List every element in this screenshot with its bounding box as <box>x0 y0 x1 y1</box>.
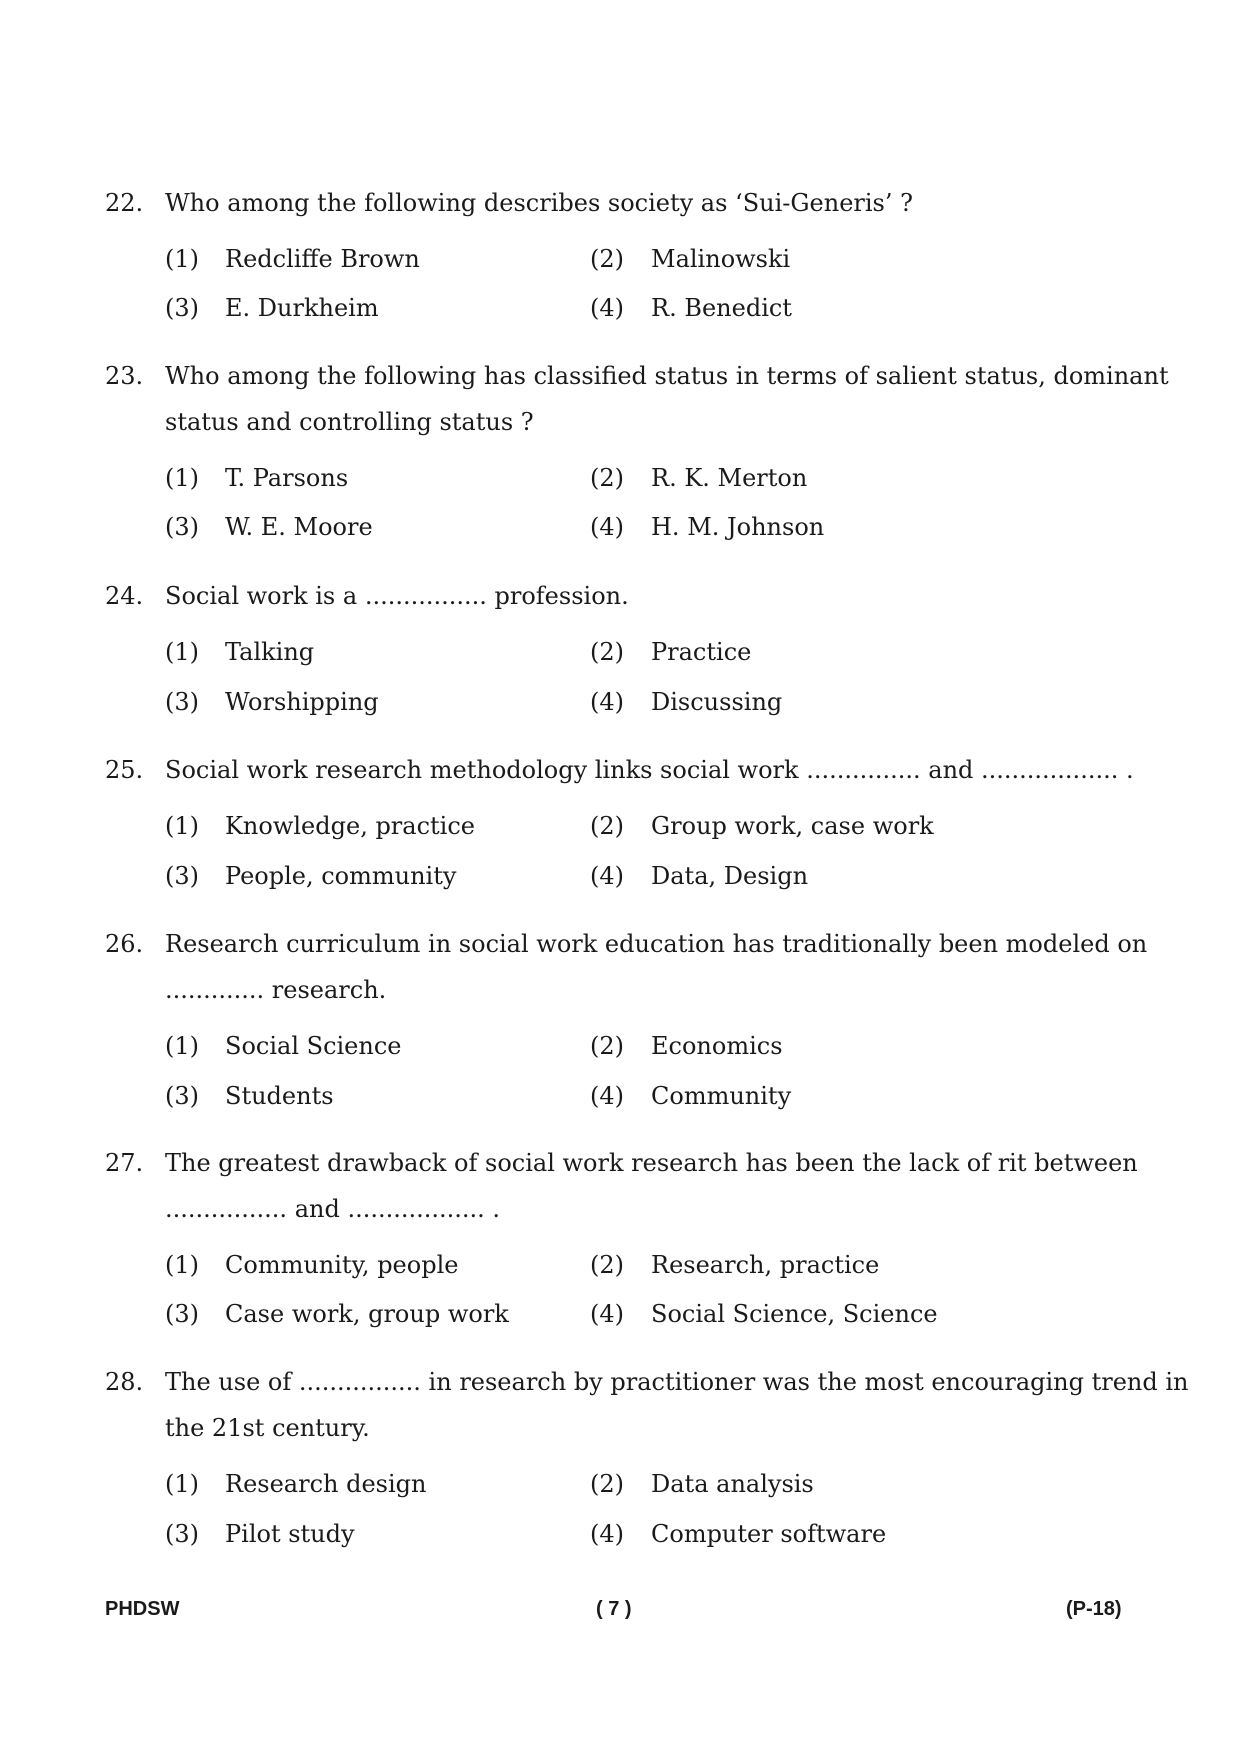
option-number: (4) <box>590 688 624 716</box>
option-text: Data, Design <box>651 862 809 890</box>
option-text: H. M. Johnson <box>651 513 825 541</box>
option-text: R. K. Merton <box>651 464 808 492</box>
option-text: Case work, group work <box>225 1300 509 1328</box>
option-number: (2) <box>590 638 624 666</box>
option-number: (1) <box>165 1470 199 1498</box>
option-number: (2) <box>590 1470 624 1498</box>
option-number: (2) <box>590 1032 624 1060</box>
option-text: R. Benedict <box>651 294 792 322</box>
option-number: (3) <box>165 1082 199 1110</box>
question-number: 26. <box>105 930 144 958</box>
option-text: Malinowski <box>651 245 791 273</box>
option-text: Practice <box>651 638 752 666</box>
option-text: Group work, case work <box>651 812 934 840</box>
question-number: 25. <box>105 756 144 784</box>
option-number: (3) <box>165 1300 199 1328</box>
question-number: 28. <box>105 1368 144 1396</box>
option-text: Social Science, Science <box>651 1300 938 1328</box>
question-text: Research curriculum in social work education has traditionally been modeled on <box>165 930 1148 958</box>
option-number: (2) <box>590 245 624 273</box>
option-text: Research, practice <box>651 1251 880 1279</box>
question-text: Social work is a ................ profession. <box>165 582 629 610</box>
option-number: (4) <box>590 1300 624 1328</box>
option-text: Discussing <box>651 688 783 716</box>
option-text: Pilot study <box>225 1520 355 1548</box>
option-number: (3) <box>165 294 199 322</box>
option-number: (3) <box>165 1520 199 1548</box>
option-text: People, community <box>225 862 457 890</box>
option-number: (3) <box>165 688 199 716</box>
option-text: W. E. Moore <box>225 513 373 541</box>
question-text: Who among the following describes society as ‘Sui-Generis’ ? <box>165 189 913 217</box>
option-number: (3) <box>165 513 199 541</box>
option-number: (1) <box>165 1032 199 1060</box>
question-text: ............. research. <box>165 976 387 1004</box>
option-number: (1) <box>165 1251 199 1279</box>
option-number: (4) <box>590 1082 624 1110</box>
option-text: Community, people <box>225 1251 459 1279</box>
option-number: (1) <box>165 464 199 492</box>
question-text: the 21st century. <box>165 1414 370 1442</box>
question-number: 24. <box>105 582 144 610</box>
option-text: Talking <box>225 638 315 666</box>
option-text: Redcliffe Brown <box>225 245 420 273</box>
option-number: (4) <box>590 1520 624 1548</box>
option-text: Worshipping <box>225 688 379 716</box>
footer-page-number: ( 7 ) <box>596 1598 632 1620</box>
option-number: (4) <box>590 294 624 322</box>
option-text: E. Durkheim <box>225 294 379 322</box>
question-text: The greatest drawback of social work research has been the lack of rit between <box>165 1149 1138 1177</box>
option-text: T. Parsons <box>225 464 349 492</box>
question-text: Social work research methodology links social work ............... and .................. . <box>165 756 1134 784</box>
question-number: 23. <box>105 362 144 390</box>
option-text: Community <box>651 1082 792 1110</box>
question-text: Who among the following has classified status in terms of salient status, dominant <box>165 362 1169 390</box>
option-text: Economics <box>651 1032 783 1060</box>
footer-set-code: (P-18) <box>1066 1598 1122 1620</box>
option-number: (3) <box>165 862 199 890</box>
option-text: Research design <box>225 1470 427 1498</box>
question-number: 27. <box>105 1149 144 1177</box>
option-text: Computer software <box>651 1520 887 1548</box>
option-text: Students <box>225 1082 334 1110</box>
option-text: Knowledge, practice <box>225 812 475 840</box>
option-number: (1) <box>165 638 199 666</box>
option-number: (1) <box>165 812 199 840</box>
option-number: (2) <box>590 812 624 840</box>
option-number: (1) <box>165 245 199 273</box>
option-text: Data analysis <box>651 1470 814 1498</box>
question-text: The use of ................ in research by practitioner was the most encouraging trend in <box>165 1368 1189 1396</box>
option-number: (2) <box>590 464 624 492</box>
option-number: (4) <box>590 513 624 541</box>
question-number: 22. <box>105 189 144 217</box>
option-number: (2) <box>590 1251 624 1279</box>
option-number: (4) <box>590 862 624 890</box>
option-text: Social Science <box>225 1032 402 1060</box>
question-text: status and controlling status ? <box>165 408 534 436</box>
footer-paper-code: PHDSW <box>105 1598 180 1620</box>
question-text: ................ and .................. . <box>165 1195 501 1223</box>
